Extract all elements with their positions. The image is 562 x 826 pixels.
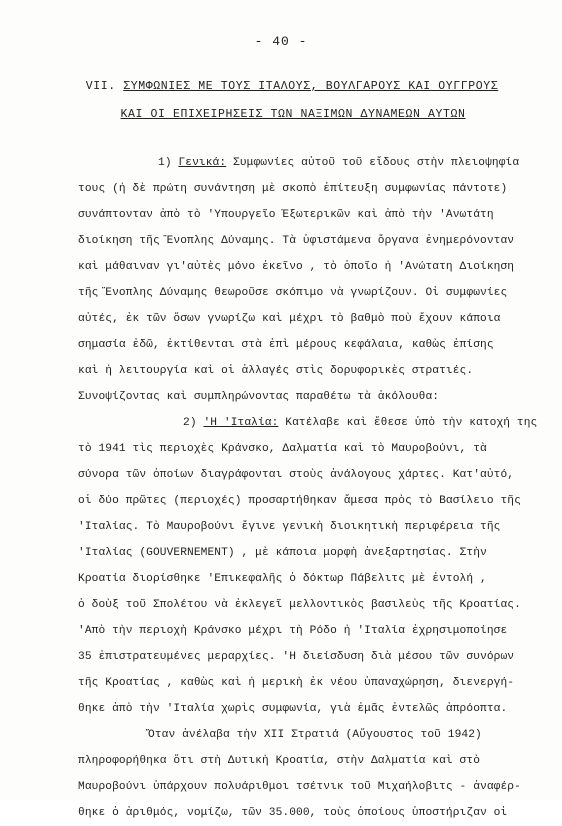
- section-2-number: 2): [183, 417, 197, 429]
- paragraph-line: Μαυροβούνι ὑπάρχουν πολυάριθμοι τσέτνικ τοῦ Μιχαήλοβιτς - ἀναφέρ-: [78, 781, 521, 793]
- chapter-title-line-1: ΣΥΜΦΩΝΙΕΣ ΜΕ ΤΟΥΣ ΙΤΑΛΟΥΣ, ΒΟΥΛΓΑΡΟΥΣ ΚΑΙ ΟΥΓΓΡΟΥΣ: [123, 80, 499, 93]
- paragraph-line: τους (ἡ δὲ πρώτη συνάντηση μὲ σκοπὸ ἐπίτευξη συμφωνίας πάντοτε): [78, 183, 508, 195]
- paragraph-line: καὶ ἡ λειτουργία καὶ οἱ ἀλλαγές στὶς δορυφορικὲς στρατιές.: [78, 365, 474, 377]
- paragraph-line: θηκε ἀπὸ τὴν 'Ιταλία χωρὶς συμφωνία, γιὰ ἐμᾶς ἐντελῶς ἀπρόοπτα.: [78, 703, 508, 715]
- paragraph-line: 'Ιταλίας. Τὸ Μαυροβούνι ἔγινε γενικὴ διοικητικὴ περιφέρεια τῆς: [78, 521, 501, 533]
- section-2-title: 'Η 'Ιταλία:: [203, 417, 279, 429]
- paragraph-line: οἱ δύο πρῶτες (περιοχές) προσαρτήθηκαν ἄμεσα πρὸς τὸ Βασίλειο τῆς: [78, 495, 521, 507]
- section-1-title: Γενικά:: [178, 157, 227, 169]
- page-number: - 40 -: [254, 34, 308, 49]
- paragraph-line: τῆς Κροατίας , καθὼς καὶ ἡ μερικὴ ἐκ νέου ὑπαναχώρηση, διενεργή-: [78, 677, 515, 689]
- paragraph-line: Συνοψίζοντας καὶ συμπληρώνοντας παραθέτω τὰ ἀκόλουθα:: [78, 391, 440, 403]
- chapter-heading-line-1: [0, 80, 562, 93]
- paragraph-line: καὶ μάθαιναν γι'αὐτὲς μόνο ἐκεῖνο , τὸ ὁποῖο ἡ 'Ανώτατη Διοίκηση: [78, 261, 515, 273]
- paragraph-line: θηκε ὁ ἀριθμός, νομίζω, τῶν 35.000, τοὺς ὁποίους ὑποστήριζαν οἱ: [78, 807, 508, 819]
- paragraph-line: 'Ιταλίας (GOUVERNEMENT) , μὲ κάποια μορφὴ ἀνεξαρτησίας. Στὴν: [78, 547, 487, 559]
- paragraph-line: διοίκηση τῆς Ἔνοπλης Δύναμης. Τὰ ὑφιστάμενα ὄργανα ἐνημερόνονταν: [78, 235, 515, 247]
- paragraph-line: σημασία ἐδῶ, ἐκτίθενται στὰ ἐπὶ μέρους κεφάλαια, καθὼς ἐπίσης: [78, 339, 494, 351]
- paragraph-line: Κροατία διορίσθηκε 'Επικεφαλῆς ὁ δόκτωρ Πάβελιτς μὲ ἐντολή ,: [78, 573, 487, 585]
- paragraph-line: σύνορα τῶν ὁποίων διαγράφονται στοὺς ἀνάλογους χάρτες. Κατ'αὐτό,: [78, 469, 515, 481]
- section-1-number: 1): [158, 157, 172, 169]
- section-1-first-line: [78, 150, 538, 176]
- paragraph-line: ὁ δοὺξ τοῦ Σπολέτου νὰ ἐκλεγεῖ μελλοντικὸς βασιλεὺς τῆς Κροατίας.: [78, 599, 521, 611]
- section-2-first-line: [78, 410, 538, 436]
- chapter-title-line-2: ΚΑΙ ΟΙ ΕΠΙΧΕΙΡΗΣΕΙΣ ΤΩΝ ΝΑΞΙΜΩΝ ΔΥΝΑΜΕΩΝ ΑΥΤΩΝ: [120, 108, 466, 121]
- paragraph-line: 'Απὸ τὴν περιοχὴ Κράνσκο μέχρι τὴ Ρόδο ἡ 'Ιταλία ἐχρησιμοποίησε: [78, 625, 508, 637]
- document-body: [78, 150, 538, 826]
- paragraph-line: τῆς Ἔνοπλης Δύναμης θεωροῦσε σκόπιμο νὰ γνωρίζουν. Οἱ συμφωνίες: [78, 287, 508, 299]
- paragraph-line: συνάπτονταν ἀπὸ τὸ 'Υπουργεῖο Ἐξωτερικῶν καὶ ἀπὸ τὴν 'Ανωτάτη: [78, 209, 494, 221]
- chapter-roman-numeral: VII.: [85, 80, 116, 93]
- paragraph-line: Ὅταν ἀνέλαβα τὴν XII Στρατιά (Αὔγουστος τοῦ 1942): [148, 729, 482, 741]
- paragraph-line: Κατέλαβε καὶ ἔθεσε ὑπὸ τὴν κατοχή της: [285, 417, 538, 429]
- chapter-heading-line-2: [0, 108, 562, 121]
- paragraph-line: τὸ 1941 τὶς περιοχὲς Κράνσκο, Δαλματία καὶ τὸ Μαυροβούνι, τὰ: [78, 443, 487, 455]
- paragraph-line: Συμφωνίες αὐτοῦ τοῦ εἴδους στὴν πλειοψηφία: [233, 157, 520, 169]
- paragraph-line: 35 ἐπιστρατευμένες μεραρχίες. 'Η διείσδυση διὰ μέσου τῶν συνόρων: [78, 651, 515, 663]
- paragraph-line: πληροφορήθηκα ὅτι στὴ Δυτικὴ Κροατία, στὴν Δαλματία καὶ στὸ: [78, 755, 481, 767]
- paragraph-line: αὐτές, ἐκ τῶν ὅσων γνωρίζω καὶ μέχρι τὸ βαθμὸ ποὺ ἔχουν κάποια: [78, 313, 501, 325]
